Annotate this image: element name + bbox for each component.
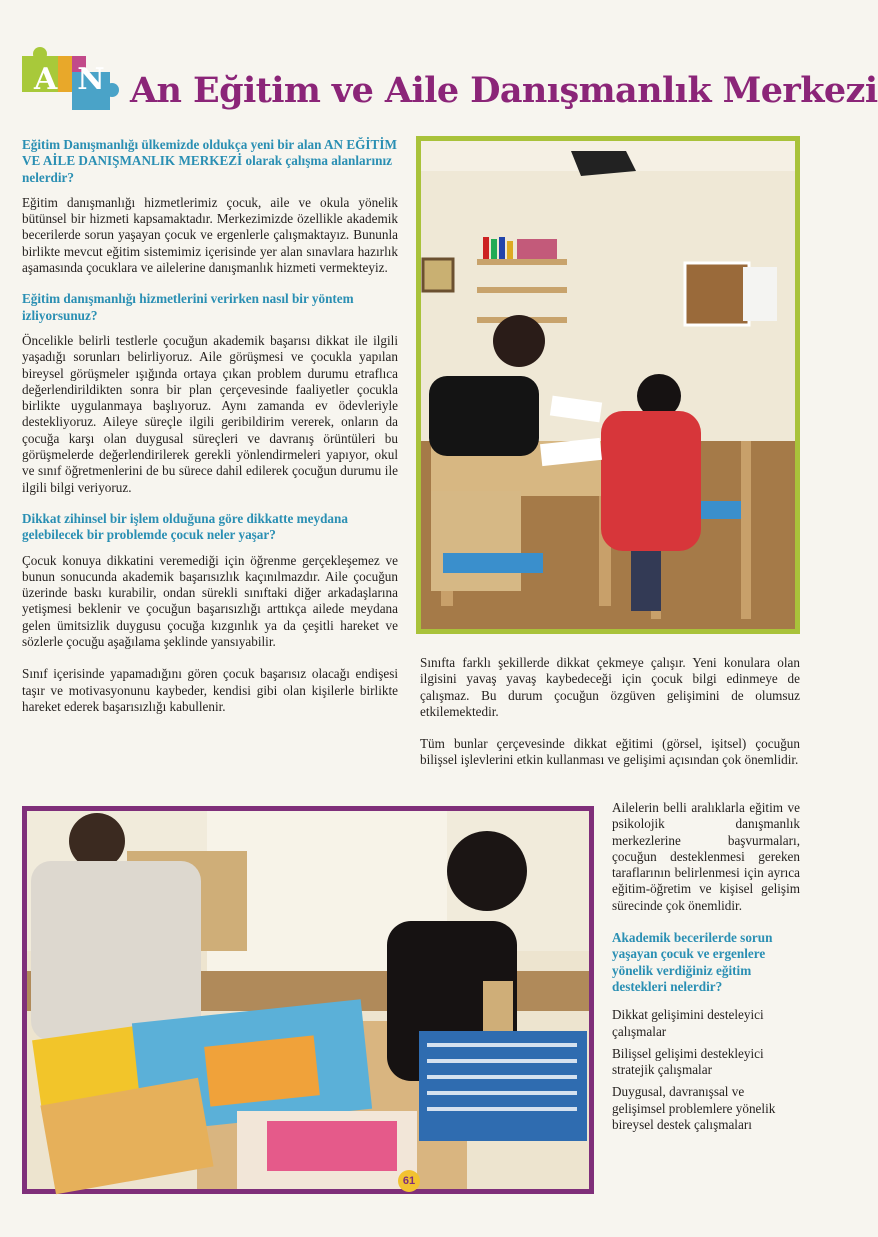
classroom-illustration-icon bbox=[421, 141, 795, 629]
answer-3: Çocuk konuya dikkatini veremediği için öğrenme gerçekleşemez ve bunun sonucunda akademik başarısızlık kaçınılmazdır. Aile çocuğun üzerinde baskı kurabilir, ondan sürekli sınıftaki diğer arkadaşlarına yetişmesi beklenir ve çocuğun başarısızlığı arttıkça ailede meydana gelen ümitsizlik duygusu çocuğa kızgınlık ya da çeşitli hareket ve sözlerle çocuğu aşağılama şeklinde yansıyabilir. bbox=[22, 552, 398, 650]
right-text-bottom bbox=[612, 800, 800, 1139]
question-1: Eğitim Danışmanlığı ülkemizde oldukça yeni bir alan AN EĞİTİM VE AİLE DANIŞMANLIK MERKEZİ olarak çalışma alanlarınız nelerdir? bbox=[22, 137, 397, 185]
question-4: Akademik becerilerde sorun yaşayan çocuk ve ergenlere yönelik verdiğiniz eğitim destekleri nelerdir? bbox=[612, 930, 773, 994]
right-paragraph-3: Ailelerin belli aralıklarla eğitim ve psikolojik danışmanlık merkezlerine başvurmaları, çocuğun desteklenmesi gereken taraflarının belirlenmesi için ayrıca eğitim-öğretim ve kişisel gelişim sürecinde çok önemlidir. bbox=[612, 800, 800, 913]
right-text-middle bbox=[420, 655, 800, 769]
question-3: Dikkat zihinsel bir işlem olduğuna göre dikkatte meydana gelebilecek bir problemde çocuk neler yaşar? bbox=[22, 510, 348, 543]
right-paragraph-2: Tüm bunlar çerçevesinde dikkat eğitimi (görsel, işitsel) çocuğun bilişsel işlevlerini etkin kullanması ve gelişimi açısından çok önemlidir. bbox=[420, 736, 800, 768]
question-2: Eğitim danışmanlığı hizmetlerini verirken nasıl bir yöntem izliyorsunuz? bbox=[22, 291, 354, 323]
student-illustration-icon bbox=[27, 811, 589, 1189]
page-number: 61 bbox=[398, 1170, 420, 1192]
answer-2: Öncelikle belirli testlerle çocuğun akademik başarısı dikkat ile ilgili yaşadığı sorunları belirliyoruz. Aile görüşmesi ve çocukla yapılan bireysel görüşmeler ışığında ortaya çıkan problem durumu etraflıca değerlendirildikten sonra bir plan çerçevesinde faaliyetler çocukla birlikte uygulanmaya başlıyoruz. Aynı zamanda ev ödevleriyle destekliyoruz. Aileye süreçle ilgili geribildirim vererek, onların da çocuğa karşı olan duygusal süreçleri ve davranış örüntüleri bu görüşmelerde değerlendirilerek gerekli yönlendirmeleri yapıyor, okul ve sınıf öğretmenlerini de bu sürece dahil edilerek çocuğun durumu ile ilgili bilgi veriyoruz. bbox=[22, 332, 398, 495]
support-list bbox=[612, 1007, 800, 1133]
logo-letters: AN bbox=[34, 62, 125, 97]
support-item: Duygusal, davranışsal ve gelişimsel problemlere yönelik bireysel destek çalışmaları bbox=[612, 1084, 776, 1133]
classroom-photo bbox=[416, 136, 800, 634]
answer-1: Eğitim danışmanlığı hizmetlerimiz çocuk, aile ve okula yönelik bütünsel bir hizmeti kapsamaktadır. Merkezimizde özellikle akademik becerilerde sorun yaşayan çocuk ve ergenlerle çalışmaktayız. Bununla birlikte mevcut eğitim sistemimiz içerisinde yer alan sınavlara hazırlık aşamasında çocuklara ve ailelerine danışmanlık hizmeti vermekteyiz. bbox=[22, 194, 398, 276]
student-photo bbox=[22, 806, 594, 1194]
support-item: Dikkat gelişimini desteleyici çalışmalar bbox=[612, 1007, 764, 1039]
right-paragraph-1: Sınıfta farklı şekillerde dikkat çekmeye çalışır. Yeni konulara olan ilgisini yavaş yavaş kaybedeceği için çocuk bilgi edinmeye de çalışmaz. Bu durum çocuğun özgüven gelişimini de olumsuz etkilemektedir. bbox=[420, 655, 800, 719]
answer-3b: Sınıf içerisinde yapamadığını gören çocuk başarısız olacağı endişesi taşır ve motivasyonunu kaybeder, kendisi gibi olan kişilerle birlikte hareket ederek başarısızlığı kabullenir. bbox=[22, 666, 398, 714]
left-column bbox=[22, 137, 398, 715]
header-logo bbox=[20, 44, 124, 114]
page-title: An Eğitim ve Aile Danışmanlık Merkezi bbox=[130, 70, 878, 111]
support-item: Bilişsel gelişimi destekleyici stratejik çalışmalar bbox=[612, 1045, 764, 1078]
